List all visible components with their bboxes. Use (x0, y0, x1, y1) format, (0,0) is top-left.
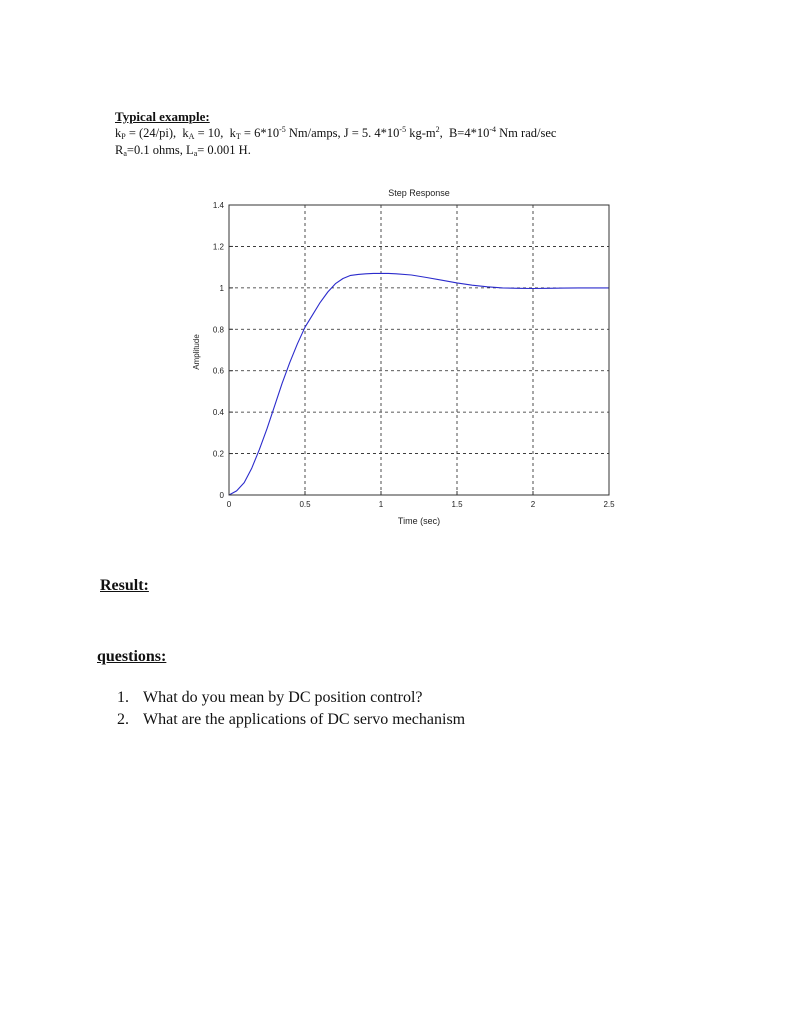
y-tick-label: 1.2 (212, 242, 224, 252)
y-tick-label: 0.6 (212, 366, 224, 376)
chart-title: Step Response (388, 188, 450, 198)
b-param: $B=4*10^{-4}$ Nm rad/sec (448, 125, 557, 140)
j-param: J = 5. $4*10^{-5}$ $kg-m^2$, (343, 125, 443, 140)
y-axis-label: Amplitude (192, 334, 201, 370)
result-heading: Result: (100, 577, 149, 594)
x-tick-label: 2.5 (603, 500, 615, 509)
question-text: What do you mean by DC position control? (143, 689, 423, 706)
ra-param: $R_a=0.1$ ohms, (115, 143, 183, 158)
question-number: 1. (117, 689, 129, 706)
y-tick-label: 1 (219, 283, 224, 293)
x-tick-label: 0 (226, 500, 232, 509)
plot-background (229, 205, 609, 495)
x-tick-label: 2 (530, 500, 536, 509)
y-tick-label: 0.2 (212, 449, 224, 459)
questions-heading: questions: (97, 648, 167, 665)
x-axis-label: Time (sec) (397, 516, 441, 526)
x-tick-label: 1.5 (451, 500, 463, 509)
kp-param: $k_P = (24/pi)$, (115, 126, 177, 141)
la-param: $L_a= 0.001$ H. (186, 143, 251, 158)
question-number: 2. (117, 711, 129, 728)
example-heading: Typical example: (115, 109, 210, 124)
y-tick-label: 0 (219, 491, 224, 500)
y-tick-label: 0.8 (212, 325, 224, 335)
y-tick-label: 1.4 (212, 201, 224, 210)
kt-param: $k_T = 6*10^{-5}$ Nm/amps, (229, 125, 341, 141)
y-tick-label: 0.4 (212, 408, 224, 418)
x-tick-label: 0.5 (299, 500, 311, 509)
question-item (117, 689, 423, 707)
ka-param: $k_A = 10$, (182, 126, 224, 141)
x-tick-label: 1 (378, 500, 384, 509)
question-text: What are the applications of DC servo mechanism (143, 711, 466, 728)
question-item (117, 711, 465, 729)
